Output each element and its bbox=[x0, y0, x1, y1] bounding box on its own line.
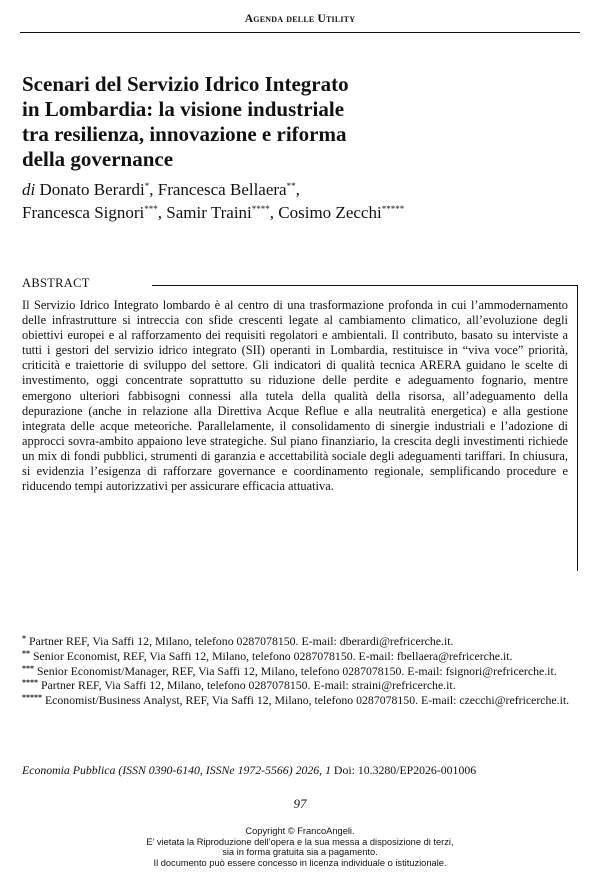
article-title bbox=[22, 72, 542, 172]
title-line: Scenari del Servizio Idrico Integrato bbox=[22, 72, 349, 96]
footnote-mark: ***** bbox=[22, 693, 42, 703]
author-separator: , bbox=[269, 203, 279, 222]
abstract-section bbox=[22, 276, 578, 572]
footnote-mark: ** bbox=[22, 648, 30, 658]
abstract-top-rule bbox=[152, 285, 578, 286]
journal-name: Economia Pubblica (ISSN 0390-6140, ISSNe 1972-5566) 2026, 1 bbox=[22, 763, 331, 777]
author-name: Donato Berardi bbox=[39, 180, 145, 199]
footnote bbox=[22, 665, 578, 679]
footnote bbox=[22, 694, 578, 708]
copyright-line: Copyright © FrancoAngeli. bbox=[245, 826, 355, 836]
footnote-text: Senior Economist, REF, Via Saffi 12, Milano, telefono 0287078150. E-mail: fbellaera@refricerche.it. bbox=[32, 648, 513, 663]
abstract-text: Il Servizio Idrico Integrato lombardo è al centro di una trasformazione profonda in cui l’ammodernamento delle infrastrutture si intreccia con sfide crescenti legate al cambiamento climatico, all’evoluzione degli obiettivi europei e al rafforzamento dei requisiti regolatori e ambientali. Il contributo, basato su interviste a tutti i gestori del servizio idrico integrato (SII) operanti in Lombardia, restituisce in “viva voce” priorità, criticità e traiettorie di sviluppo del settore. Gli indicatori di qualità tecnica ARERA guidano le scelte di investimento, oggi concentrate soprattutto su riduzione delle perdite e adeguamento fognario, mentre emergono ulteriori fabbisogni connessi alla tutela della qualità della risorsa, all’adeguamento della depurazione (anche in relazione alla Direttiva Acque Reflue e alla neutralità energetica) e alla gestione integrata delle acque meteoriche. Parallelamente, il consolidamento di sinergie industriali e l’adozione di approcci sovra-ambito appaiono leve strategiche. Sul piano finanziario, la crescita degli investimenti richiede un mix di fondi pubblici, strumenti di garanzia e accettabilità sociale degli adeguamenti tariffari. In chiusura, si evidenzia l’esigenza di rafforzare governance e coordinamento regionale, semplificando procedure e riducendo tempi autorizzativi per assicurare efficacia attuativa. bbox=[22, 298, 568, 494]
running-head: Agenda delle Utility bbox=[244, 13, 356, 25]
byline-di: di bbox=[22, 180, 36, 199]
footnote-mark: * bbox=[22, 634, 26, 643]
footnote-mark: *** bbox=[22, 663, 34, 673]
author-name: Francesca Bellaera bbox=[157, 180, 287, 199]
footnote bbox=[22, 679, 578, 693]
footnote-mark: **** bbox=[22, 678, 38, 688]
footnote-text: Senior Economist/Manager, REF, Via Saffi 12, Milano, telefono 0287078150. E-mail: fsignori@refricerche.it. bbox=[36, 663, 557, 678]
footnote bbox=[22, 635, 578, 649]
author-separator: , bbox=[149, 180, 158, 199]
copyright-line: sia in forma gratuita sia a pagamento. bbox=[222, 847, 378, 858]
copyright-line: E’ vietata la Riproduzione dell’opera e la sua messa a disposizione di terzi, bbox=[146, 836, 454, 847]
footnote bbox=[22, 650, 578, 664]
footnote-text: Partner REF, Via Saffi 12, Milano, telefono 0287078150. E-mail: dberardi@refricerche.it. bbox=[28, 634, 454, 648]
author-separator: , bbox=[295, 180, 300, 199]
author-mark: ***** bbox=[381, 204, 405, 214]
author-name: Francesca Signori bbox=[22, 203, 145, 222]
author-mark: ** bbox=[286, 181, 296, 191]
title-line: della governance bbox=[22, 147, 174, 171]
author-name: Samir Traini bbox=[166, 203, 252, 222]
journal-doi: Doi: 10.3280/EP2026-001006 bbox=[330, 763, 477, 777]
footnote-text: Economist/Business Analyst, REF, Via Saffi 12, Milano, telefono 0287078150. E-mail: czecchi@refricerche.it. bbox=[44, 693, 570, 708]
author-separator: , bbox=[157, 203, 167, 222]
abstract-side-rule bbox=[577, 285, 578, 571]
copyright-line: Il documento può essere concesso in licenza individuale o istituzionale. bbox=[153, 857, 447, 868]
title-line: tra resilienza, innovazione e riforma bbox=[22, 122, 347, 146]
abstract-label: ABSTRACT bbox=[22, 276, 90, 290]
author-mark: *** bbox=[144, 204, 158, 214]
author-mark: **** bbox=[251, 204, 270, 214]
author-mark: * bbox=[144, 181, 150, 191]
title-line: in Lombardia: la visione industriale bbox=[22, 97, 345, 121]
journal-citation bbox=[22, 763, 578, 778]
byline-row-1 bbox=[22, 178, 582, 201]
page-number: 97 bbox=[293, 796, 307, 811]
byline-row-2 bbox=[22, 201, 582, 224]
author-byline bbox=[22, 178, 582, 224]
footnote-text: Partner REF, Via Saffi 12, Milano, telefono 0287078150. E-mail: straini@refricerche.it. bbox=[40, 678, 456, 693]
author-name: Cosimo Zecchi bbox=[278, 203, 382, 222]
footnotes bbox=[22, 635, 578, 709]
header-rule bbox=[20, 32, 580, 33]
copyright-notice bbox=[0, 826, 600, 868]
